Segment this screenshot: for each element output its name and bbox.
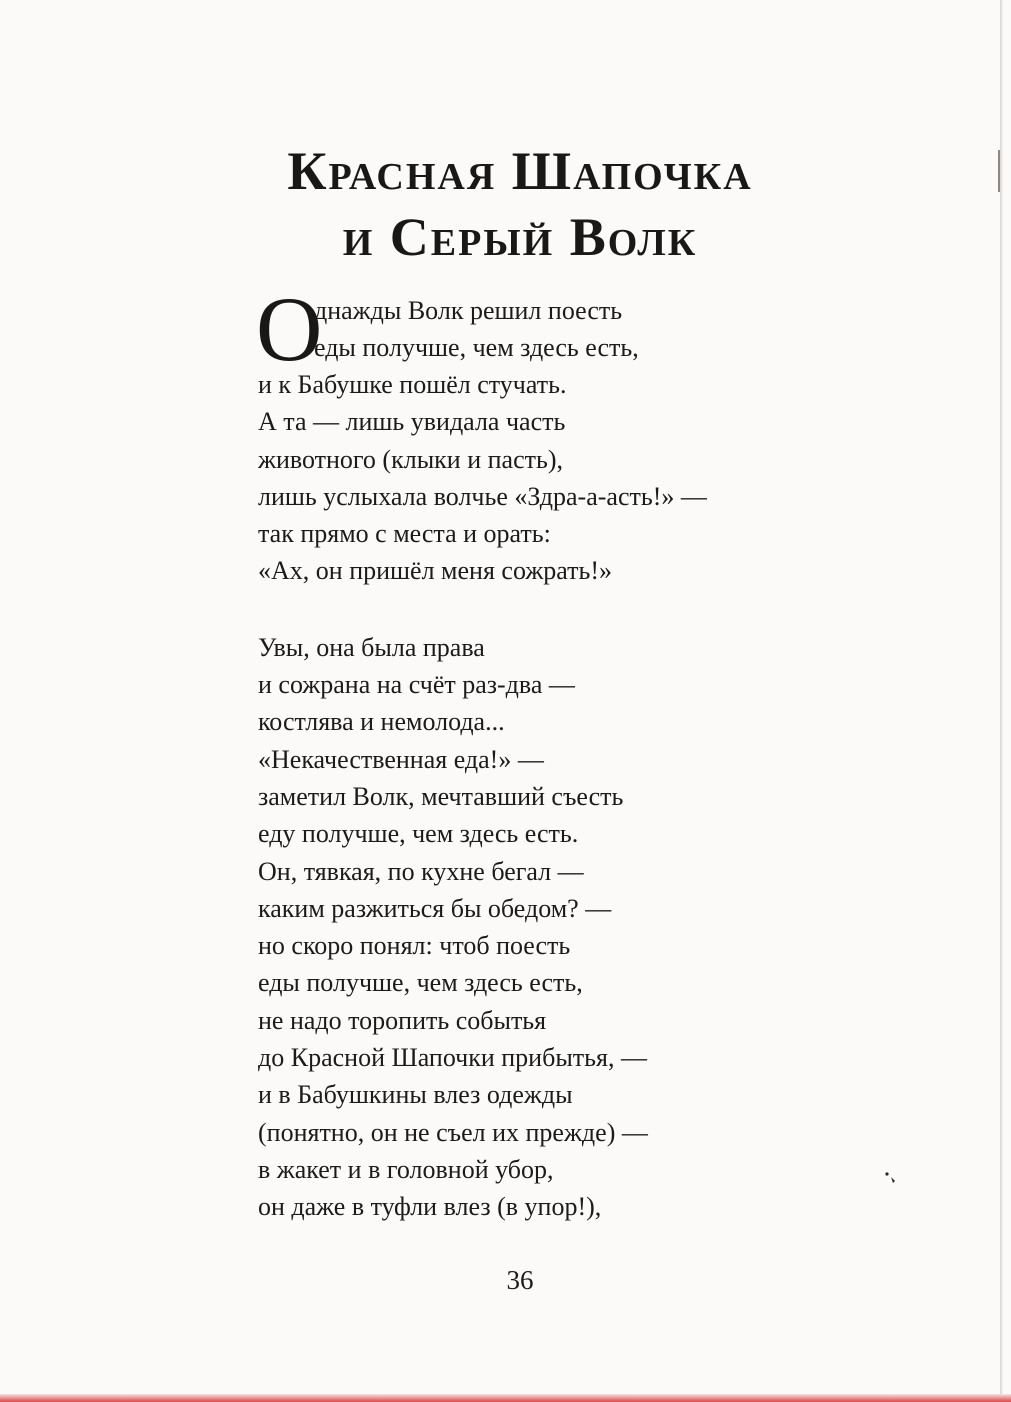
poem-title <box>200 138 840 270</box>
stanza-2 <box>258 629 818 1226</box>
verse-line: еды получше, чем здесь есть, <box>258 968 583 998</box>
verse-line: Он, тявкая, по кухне бегал — <box>258 856 584 886</box>
verse-line: (понятно, он не съел их прежде) — <box>258 1117 648 1147</box>
page-edge-mark <box>998 150 1000 192</box>
verse-line: днажды Волк решил поесть <box>314 296 623 325</box>
poem-body <box>256 278 818 1226</box>
page-edge-shadow <box>1000 0 1003 1402</box>
title-line-1: Красная Шапочка <box>287 141 753 201</box>
verse-line: А та — лишь увидала часть <box>258 407 566 437</box>
verse-line: «Некачественная еда!» — <box>258 744 544 774</box>
title-line-2: и Серый Волк <box>342 207 698 267</box>
ink-speck <box>884 1171 898 1185</box>
verse-line: еды получше, чем здесь есть, <box>314 333 639 362</box>
verse-line: не надо торопить событья <box>258 1005 547 1035</box>
verse-line: он даже в туфли влез (в упор!), <box>258 1192 602 1222</box>
drop-cap-letter: О <box>256 278 323 380</box>
verse-line: лишь услыхала волчье «Здра-а-асть!» — <box>258 481 707 511</box>
verse-line: и к Бабушке пошёл стучать. <box>258 370 567 399</box>
stanza-1 <box>256 278 818 590</box>
verse-line: Увы, она была права <box>258 632 485 662</box>
verse-line: костлява и немолода... <box>258 707 505 737</box>
verse-line: и сожрана на счёт раз-два — <box>258 670 575 700</box>
verse-line: в жакет и в головной убор, <box>258 1154 554 1184</box>
verse-line: так прямо с места и орать: <box>258 519 551 549</box>
stanza-gap <box>258 590 818 629</box>
verse-line: каким разжиться бы обедом? — <box>258 893 612 923</box>
verse-line: животного (клыки и пасть), <box>258 444 563 474</box>
verse-line: «Ах, он пришёл меня сожрать!» <box>258 556 613 586</box>
page-number: 36 <box>506 1265 534 1295</box>
verse-line: и в Бабушкины влез одежды <box>258 1080 573 1110</box>
bottom-red-edge <box>0 1394 1011 1402</box>
verse-line: до Красной Шапочки прибытья, — <box>258 1043 647 1073</box>
dropcap-block <box>256 278 818 380</box>
verse-line: заметил Волк, мечтавший съесть <box>258 781 624 811</box>
verse-line: но скоро понял: чтоб поесть <box>258 931 571 961</box>
verse-line: еду получше, чем здесь есть. <box>258 819 579 849</box>
